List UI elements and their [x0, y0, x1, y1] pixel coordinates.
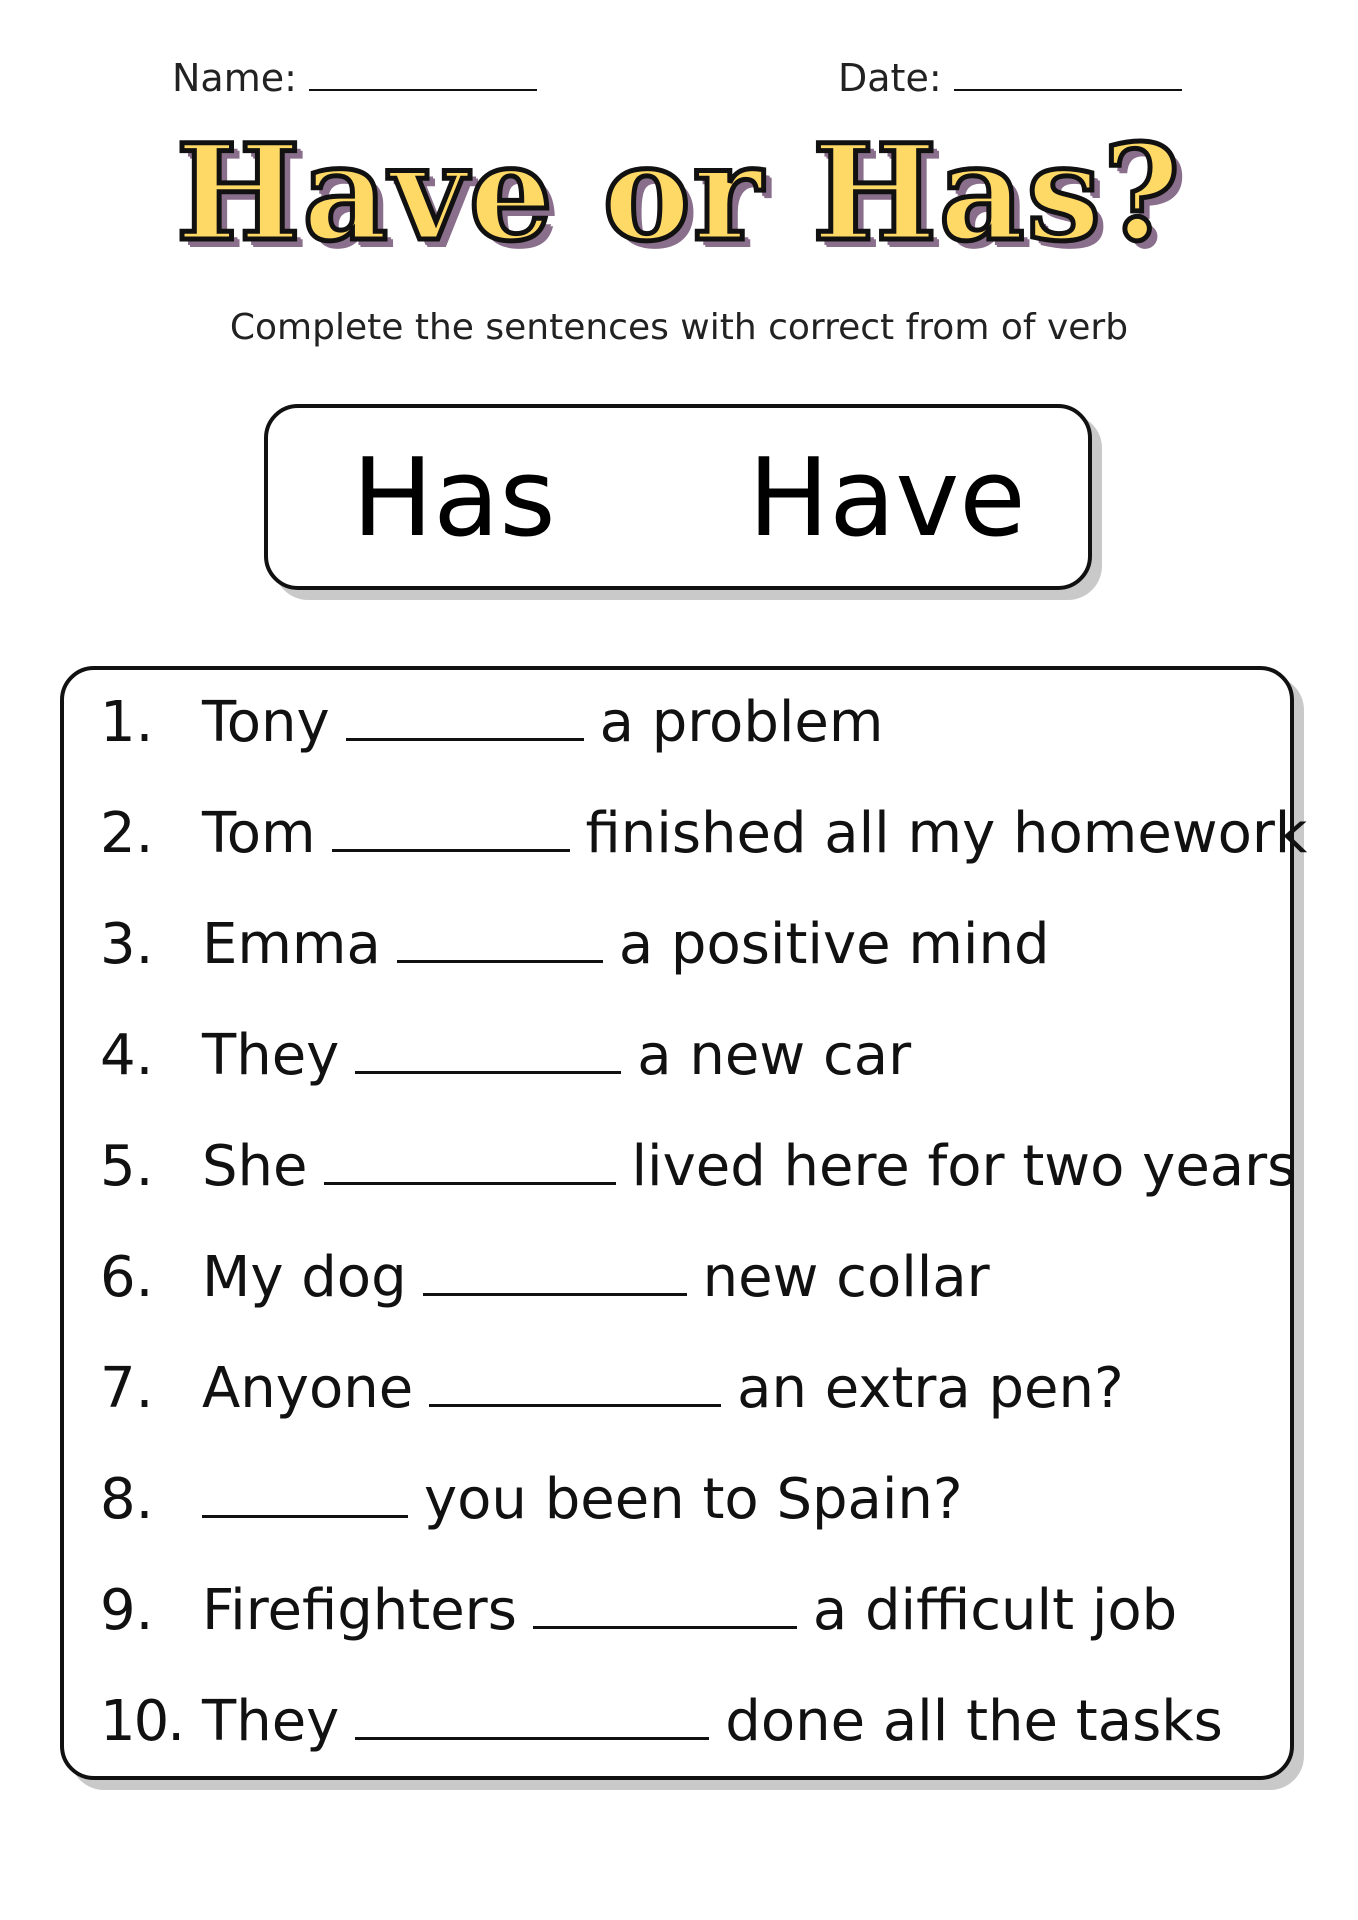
question-rest: lived here for two years: [631, 1134, 1297, 1199]
question-number: 7.: [100, 1356, 154, 1421]
question-rest: new collar: [702, 1245, 990, 1310]
worksheet-instructions: Complete the sentences with correct from of verb: [229, 307, 1129, 348]
question-rest: a positive mind: [618, 912, 1050, 977]
answer-blank[interactable]: [324, 1182, 616, 1185]
question-number: 3.: [100, 912, 154, 977]
answer-blank[interactable]: [533, 1626, 797, 1629]
question-subject: My dog: [202, 1245, 407, 1310]
answer-blank[interactable]: [355, 1737, 709, 1740]
answer-blank[interactable]: [423, 1293, 687, 1296]
answer-blank[interactable]: [346, 738, 584, 741]
word-bank-box: [264, 404, 1092, 590]
question-subject: They: [202, 1023, 340, 1088]
name-blank-line[interactable]: [309, 89, 537, 91]
question-subject: They: [202, 1689, 340, 1754]
date-label: Date:: [838, 56, 942, 100]
question-number: 2.: [100, 801, 154, 866]
answer-blank[interactable]: [202, 1515, 408, 1518]
answer-blank[interactable]: [429, 1404, 721, 1407]
date-field[interactable]: [838, 56, 1182, 100]
question-subject: Tony: [202, 690, 330, 755]
question-subject: Emma: [202, 912, 381, 977]
answer-blank[interactable]: [397, 960, 603, 963]
question-rest: a new car: [637, 1023, 912, 1088]
name-field[interactable]: [172, 56, 537, 100]
question-number: 1.: [100, 690, 154, 755]
question-rest: a difficult job: [812, 1578, 1178, 1643]
answer-blank[interactable]: [355, 1071, 621, 1074]
question-number: 6.: [100, 1245, 154, 1310]
question-subject: Tom: [202, 801, 316, 866]
question-number: 5.: [100, 1134, 154, 1199]
question-rest: an extra pen?: [737, 1356, 1124, 1421]
question-rest: a problem: [599, 690, 884, 755]
answer-blank[interactable]: [332, 849, 570, 852]
word-bank-has: Has: [352, 436, 556, 561]
question-rest: done all the tasks: [725, 1689, 1223, 1754]
question-number: 8.: [100, 1467, 154, 1532]
worksheet-title: Have or Has?: [175, 116, 1183, 271]
question-subject: Firefighters: [202, 1578, 517, 1643]
name-label: Name:: [172, 56, 297, 100]
question-number: 4.: [100, 1023, 154, 1088]
question-number: 9.: [100, 1578, 154, 1643]
question-rest: you been to Spain?: [424, 1467, 963, 1532]
exercise-box: [60, 666, 1308, 1780]
word-bank-have: Have: [748, 436, 1026, 561]
date-blank-line[interactable]: [954, 89, 1182, 91]
question-rest: finished all my homework: [585, 801, 1308, 866]
question-subject: Anyone: [202, 1356, 414, 1421]
question-number: 10.: [100, 1689, 184, 1754]
question-subject: She: [202, 1134, 308, 1199]
